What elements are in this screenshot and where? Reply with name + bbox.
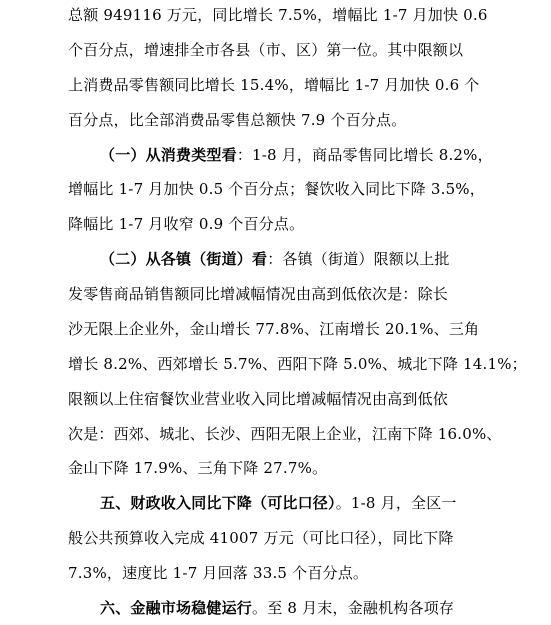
paragraph-towns-line-7: 金山下降 17.9%、三角下降 27.7%。 bbox=[68, 459, 328, 477]
paragraph-fiscal-line-3: 7.3%，速度比 1-7 月回落 33.5 个百分点。 bbox=[68, 564, 369, 582]
paragraph-towns-line-6: 次是：西郊、城北、长沙、西阳无限上企业，江南下降 16.0%、 bbox=[68, 425, 502, 443]
section-heading-fiscal: 五、财政收入同比下降（可比口径） bbox=[100, 494, 336, 512]
paragraph-retail-total-line-3: 上消费品零售额同比增长 15.4%，增幅比 1-7 月加快 0.6 个 bbox=[68, 76, 480, 94]
paragraph-consumption-type-line-1 bbox=[100, 145, 493, 165]
paragraph-text: 。至 8 月末，金融机构各项存 bbox=[252, 599, 455, 617]
paragraph-retail-total-line-4: 百分点，比全部消费品零售总额快 7.9 个百分点。 bbox=[68, 111, 407, 129]
paragraph-text: 。1-8 月，全区一 bbox=[335, 494, 457, 512]
paragraph-fiscal-line-2: 般公共预算收入完成 41007 万元（可比口径），同比下降 bbox=[68, 529, 454, 547]
paragraph-retail-total-line-1: 总额 949116 万元，同比增长 7.5%，增幅比 1-7 月加快 0.6 bbox=[68, 6, 488, 24]
paragraph-towns-line-1 bbox=[100, 249, 488, 269]
paragraph-text: ：1-8 月，商品零售同比增长 8.2%， bbox=[236, 146, 493, 164]
paragraph-consumption-type-line-3: 降幅比 1-7 月收窄 0.9 个百分点。 bbox=[68, 215, 305, 233]
section-heading-towns: （二）从各镇（街道）看 bbox=[100, 250, 268, 268]
paragraph-towns-line-3: 沙无限上企业外，金山增长 77.8%、江南增长 20.1%、三角 bbox=[68, 320, 480, 338]
paragraph-towns-line-5: 限额以上住宿餐饮业营业收入同比增减幅情况由高到低依 bbox=[68, 390, 449, 408]
paragraph-fiscal-line-1 bbox=[100, 493, 488, 513]
paragraph-towns-line-2: 发零售商品销售额同比增减幅情况由高到低依次是：除长 bbox=[68, 285, 449, 303]
paragraph-retail-total-line-2: 个百分点，增速排全市各县（市、区）第一位。其中限额以 bbox=[68, 41, 464, 59]
paragraph-towns-line-4: 增长 8.2%、西郊增长 5.7%、西阳下降 5.0%、城北下降 14.1%； bbox=[68, 355, 527, 373]
paragraph-text: ：各镇（街道）限额以上批 bbox=[267, 250, 450, 268]
paragraph-finance-line-1 bbox=[100, 598, 488, 618]
section-heading-consumption-type: （一）从消费类型看 bbox=[100, 146, 237, 164]
paragraph-consumption-type-line-2: 增幅比 1-7 月加快 0.5 个百分点；餐饮收入同比下降 3.5%， bbox=[68, 180, 485, 198]
section-heading-finance: 六、金融市场稳健运行 bbox=[100, 599, 253, 617]
